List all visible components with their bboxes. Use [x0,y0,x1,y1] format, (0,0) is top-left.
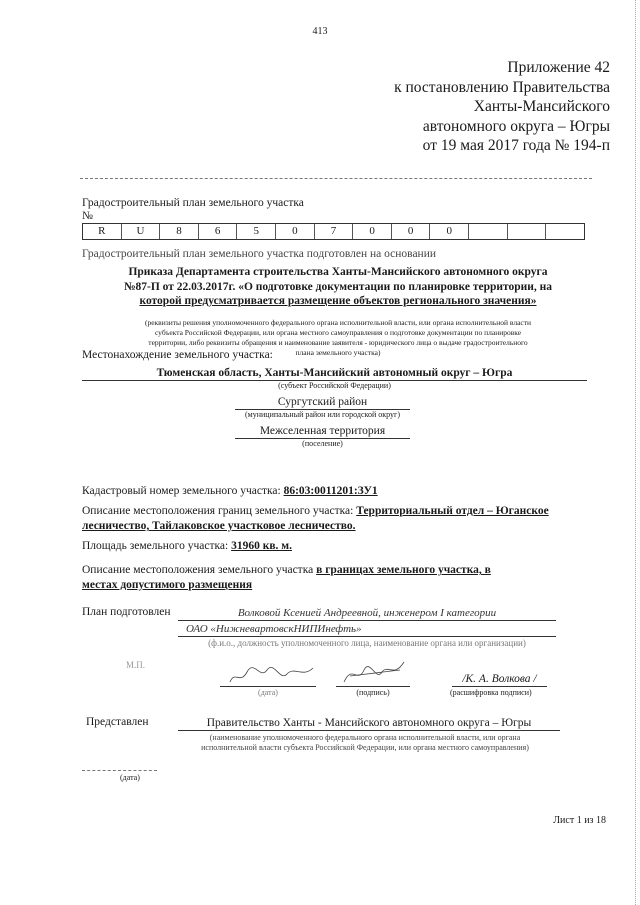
appendix-line: от 19 мая 2017 года № 194-п [422,137,610,154]
cadastral-label: Кадастровый номер земельного участка: [82,485,281,497]
signature-image [340,656,410,688]
plan-number-cells [82,223,585,240]
order-text [78,265,598,309]
signer-caption: (расшифровка подписи) [450,688,532,697]
number-cell: 0 [392,224,431,239]
prepared-field [178,606,556,621]
order-line: которой предусматривается размещение объектов регионального значения» [139,295,537,307]
number-cell: 0 [430,224,469,239]
subject-caption: (субъект Российской Федерации) [278,381,391,390]
basis-label: Градостроительный план земельного участка подготовлен на основании [82,248,437,260]
plan-number-sign: № [82,210,93,222]
appendix-line: автономного округа – Югры [422,117,610,135]
page-number: 413 [312,26,328,37]
prepared-value: Волковой Ксенией Андреевной, инженером I категории [237,607,497,619]
boundaries-value-cont: лесничество, Тайлаковское участковое лесничество. [82,520,356,532]
date-caption: (дата) [258,688,278,697]
order-note-line: территории, либо реквизиты обращения и наименование заявителя - юридического лица о выдаче градостроительного [148,338,528,347]
presented-field [178,716,560,731]
number-cell: 8 [160,224,199,239]
boundaries-label: Описание местоположения границ земельного участка: [82,505,354,517]
area-row [82,540,292,552]
prepared-label: План подготовлен [82,606,171,618]
number-cell [469,224,508,239]
number-cell: 0 [276,224,315,239]
order-note-line: плана земельного участка) [295,348,381,357]
appendix-header [394,58,610,156]
location-desc-row [82,563,592,593]
area-label: Площадь земельного участка: [82,540,229,552]
cadastral-row [82,485,378,497]
number-cell [546,224,584,239]
signer-field [452,672,547,687]
location-label: Местонахождение земельного участка: [82,349,273,361]
presented-caption-line: (наименование уполномоченного федерального органа исполнительной власти, или органа [209,733,521,742]
appendix-line: Приложение 42 [507,59,610,76]
number-cell: 7 [315,224,354,239]
settlement-value: Межселенная территория [259,425,386,437]
presented-caption-line: исполнительной власти субъекта Российской Федерации, или органа местного самоуправления) [201,743,529,752]
boundaries-row [82,504,592,534]
order-line: Приказа Департамента строительства Ханты-Мансийского автономного округа [128,266,548,278]
number-cell: 0 [353,224,392,239]
page-edge [635,0,636,905]
prepared-caption: (ф.и.о., должность уполномоченного лица, наименование органа или организации) [208,638,526,648]
presented-label: Представлен [86,716,149,728]
number-cell: U [122,224,161,239]
presented-date-line [82,770,157,771]
divider [80,178,592,179]
presented-date-caption: (дата) [120,773,140,782]
mp-mark: М.П. [126,660,146,670]
district-value: Сургутский район [277,396,368,408]
appendix-line: Ханты-Мансийского [473,98,610,115]
order-line: №87-П от 22.03.2017г. «О подготовке документации по планировке территории, на [123,280,553,293]
presented-caption [160,733,570,753]
district-field [235,395,410,410]
area-value: 31960 кв. м. [231,540,292,552]
location-desc-value-cont: местах допустимого размещения [82,579,253,591]
sign-line [336,686,410,687]
district-caption: (муниципальный район или городской округ) [245,410,400,419]
settlement-field [235,424,410,439]
appendix-line: к постановлению Правительства [394,78,610,96]
subject-field [82,366,587,381]
settlement-caption: (поселение) [302,439,343,448]
sign-caption: (подпись) [356,688,390,697]
subject-value: Тюменская область, Ханты-Мансийский автономный округ – Югра [156,367,513,379]
boundaries-value: Территориальный отдел – Юганское [356,505,549,517]
sheet-number: Лист 1 из 18 [553,815,606,826]
order-note-line: субъекта Российской Федерации, или органа местного самоуправления о подготовке документации по планировке [154,328,522,337]
cadastral-value: 86:03:0011201:ЗУ1 [283,485,378,497]
prepared-org: ОАО «НижневартовскНИПИнефть» [186,623,362,635]
prepared-field-cont [178,622,556,637]
presented-value: Правительство Ханты - Мансийского автономного округа – Югры [206,717,532,729]
location-desc-label: Описание местоположения земельного участка [82,564,314,576]
order-note-line: (реквизиты решения уполномоченного федерального органа исполнительной власти, или органа исполнительной власти [144,318,532,327]
number-cell [508,224,547,239]
number-cell: 6 [199,224,238,239]
location-desc-value: в границах земельного участка, в [316,564,491,576]
signer-name: /К. А. Волкова / [462,673,537,685]
number-cell: R [83,224,122,239]
date-line [220,686,316,687]
plan-title: Градостроительный план земельного участка [82,197,304,209]
number-cell: 5 [237,224,276,239]
